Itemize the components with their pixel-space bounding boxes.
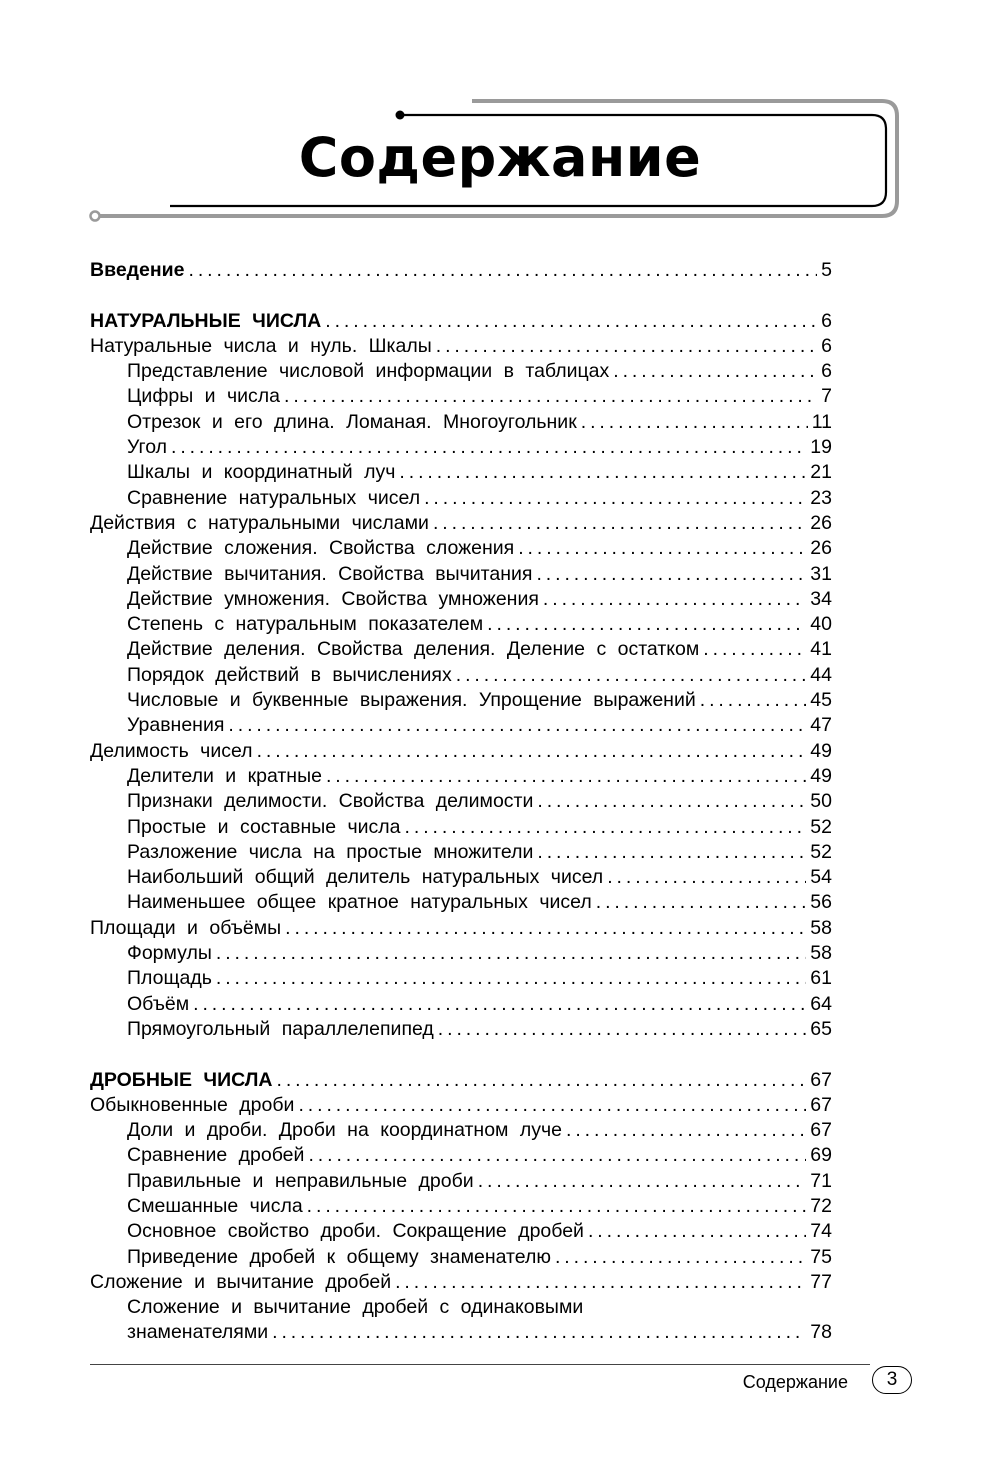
toc-entry-title: знаменателями [127,1321,269,1344]
dot-leader [272,1320,806,1345]
toc-subentry [90,435,832,460]
toc-page-number: 52 [810,840,832,863]
toc-subentry [90,663,832,688]
dot-leader [189,258,818,283]
toc-page-number: 50 [810,790,832,813]
toc-page-number: 64 [810,992,832,1015]
toc-entry-title: Действие деления. Свойства деления. Деление с остатком [127,638,700,661]
toc-subentry [90,1169,832,1194]
toc-page-number: 5 [821,259,832,281]
toc-entry [90,1270,832,1295]
toc-entry-title: Цифры и числа [127,385,280,408]
toc-subentry [90,637,832,662]
toc-page-number: 41 [810,638,832,661]
toc-entry-title: Простые и составные числа [127,815,401,838]
toc-page-number: 78 [810,1321,832,1344]
toc-subentry [90,1143,832,1168]
dot-leader [433,511,806,536]
toc-subentry [90,536,832,561]
toc-page-number: 72 [810,1194,832,1217]
dot-leader [555,1245,806,1270]
toc-page-number: 6 [821,309,832,332]
toc-subentry [90,562,832,587]
toc-entry [90,739,832,764]
toc-subentry [90,587,832,612]
toc-subentry [90,815,832,840]
toc-subentry [90,410,832,435]
toc-subentry [90,1219,832,1244]
toc-entry-title: Разложение числа на простые множители [127,840,534,863]
dot-leader [308,1143,806,1168]
toc-entry-title: Обыкновенные дроби [90,1093,295,1116]
toc-page-number: 26 [810,511,832,534]
toc-entry [90,1093,832,1118]
toc-page-number: 67 [810,1093,832,1116]
toc-page-number: 56 [810,891,832,914]
toc-entry-title: Формулы [127,942,212,965]
dot-leader [285,916,806,941]
page-number-badge: 3 [872,1366,912,1394]
dot-leader [307,1194,807,1219]
toc-subentry [90,384,832,409]
toc-subentry [90,486,832,511]
toc-entry-title: Сравнение натуральных чисел [127,486,421,509]
toc-entry-title: Признаки делимости. Свойства делимости [127,790,534,813]
dot-leader [216,966,806,991]
toc-entry-title: НАТУРАЛЬНЫЕ ЧИСЛА [90,309,322,332]
toc-page-number: 31 [810,562,832,585]
dot-leader [438,1017,807,1042]
toc-page-number: 65 [810,1017,832,1040]
toc-page-number: 26 [810,537,832,560]
toc-entry-title: Площадь [127,967,212,990]
toc-page-number: 67 [810,1068,832,1091]
toc-subentry [90,612,832,637]
dot-leader [536,562,806,587]
toc-subentry [90,840,832,865]
toc-entry-title: Правильные и неправильные дроби [127,1169,474,1192]
toc-entry [90,1068,832,1093]
toc-subentry [90,359,832,384]
toc-entry-title: Отрезок и его длина. Ломаная. Многоугольник [127,410,577,433]
toc-entry-title: Представление числовой информации в таблицах [127,360,610,383]
toc-entry [90,258,832,283]
toc-page-number: 49 [810,739,832,762]
toc-page-number: 7 [821,385,832,408]
toc-entry-title: Наибольший общий делитель натуральных чисел [127,866,604,889]
toc-page-number: 47 [810,714,832,737]
toc-entry-title: Числовые и буквенные выражения. Упрощение выражений [127,689,696,712]
dot-leader [424,486,806,511]
toc-entry-title: Основное свойство дроби. Сокращение дробей [127,1220,584,1243]
toc-page-number: 74 [810,1220,832,1243]
toc-page-number: 6 [821,334,832,357]
toc-subentry [90,1118,832,1143]
toc-entry-title: Объём [127,992,190,1015]
toc-page-number: 19 [810,436,832,459]
toc-page-number: 40 [810,613,832,636]
toc-subentry [90,1245,832,1270]
toc-page-number: 21 [810,461,832,484]
toc-entry-title: Уравнения [127,714,225,737]
toc-subentry [90,789,832,814]
dot-leader [298,1093,806,1118]
dot-leader [566,1118,806,1143]
toc-entry-title: Действие вычитания. Свойства вычитания [127,562,533,585]
toc-entry-title: Действия с натуральными числами [90,511,429,534]
toc-entry-title: Действие умножения. Свойства умножения [127,587,539,610]
toc-subentry [90,966,832,991]
toc-entry-title: Сравнение дробей [127,1144,305,1167]
toc-entry-title: Действие сложения. Свойства сложения [127,537,515,560]
toc-entry-title: Делимость чисел [90,739,253,762]
toc-entry-title: Площади и объёмы [90,916,282,939]
toc-page-number: 49 [810,764,832,787]
toc-page-number: 44 [810,663,832,686]
toc-subentry [90,460,832,485]
toc-page-number: 67 [810,1119,832,1142]
dot-leader [216,941,806,966]
dot-leader [326,764,806,789]
dot-leader [228,713,806,738]
toc-entry-title: Сложение и вычитание дробей [90,1270,392,1293]
dot-leader [193,992,806,1017]
toc-page-number: 54 [810,866,832,889]
dot-leader [588,1219,806,1244]
section-gap [90,283,832,308]
toc-entry-title: Натуральные числа и нуль. Шкалы [90,334,432,357]
toc-page-number: 6 [821,360,832,383]
section-gap [90,1042,832,1067]
toc-entry-title: Доли и дроби. Дроби на координатном луче [127,1119,563,1142]
toc-entry-title: Делители и кратные [127,764,322,787]
toc-subentry [90,890,832,915]
toc-entry-title: Смешанные числа [127,1194,303,1217]
toc-entry-title: Степень с натуральным показателем [127,613,484,636]
dot-leader [581,410,808,435]
toc-entry-title: Наименьшее общее кратное натуральных чисел [127,891,592,914]
dot-leader [607,865,806,890]
toc-page-number: 69 [810,1144,832,1167]
dot-leader [703,637,806,662]
toc-entry [90,511,832,536]
toc-page-number: 23 [810,486,832,509]
toc-entry-title: Прямоугольный параллелепипед [127,1017,434,1040]
toc-entry [90,309,832,334]
dot-leader [395,1270,806,1295]
footer-section-label: Содержание [742,1372,848,1392]
dot-leader [325,309,817,334]
toc-entry-title: ДРОБНЫЕ ЧИСЛА [90,1068,273,1091]
dot-leader [257,739,807,764]
toc-page-number: 75 [810,1245,832,1268]
toc-page-number: 11 [811,410,832,433]
toc-entry-title-line: Сложение и вычитание дробей с одинаковыми [127,1296,584,1319]
toc-page-number: 71 [810,1169,832,1192]
toc-entry-title: Введение [90,259,185,281]
dot-leader [537,840,806,865]
dot-leader [284,384,817,409]
footer-divider [90,1364,870,1365]
toc-page-number: 45 [810,689,832,712]
dot-leader [700,688,807,713]
dot-leader [277,1068,807,1093]
dot-leader [171,435,806,460]
toc-subentry [90,713,832,738]
dot-leader [456,663,807,688]
toc-subentry [90,1194,832,1219]
toc-entry-title: Приведение дробей к общему знаменателю [127,1245,551,1268]
toc-page-number: 34 [810,587,832,610]
toc-subentry [90,1320,832,1345]
table-of-contents [90,258,832,1346]
toc-page-number: 77 [810,1270,832,1293]
toc-entry [90,334,832,359]
dot-leader [405,815,807,840]
toc-page-number: 58 [810,916,832,939]
toc-entry [90,916,832,941]
dot-leader [399,460,806,485]
toc-entry-title: Порядок действий в вычислениях [127,663,452,686]
dot-leader [478,1169,807,1194]
toc-subentry [90,688,832,713]
toc-page-number: 61 [810,967,832,990]
dot-leader [518,536,806,561]
toc-page-number: 58 [810,942,832,965]
toc-page-number: 52 [810,815,832,838]
toc-subentry [90,1017,832,1042]
dot-leader [487,612,806,637]
toc-subentry [90,764,832,789]
dot-leader [537,789,806,814]
toc-entry-title: Угол [127,436,167,459]
dot-leader [613,359,817,384]
page-title: Содержание [298,126,702,189]
dot-leader [543,587,806,612]
toc-subentry [90,992,832,1017]
dot-leader [596,890,807,915]
dot-leader [436,334,817,359]
toc-subentry [90,941,832,966]
toc-subentry [90,865,832,890]
toc-entry-title: Шкалы и координатный луч [127,461,396,484]
